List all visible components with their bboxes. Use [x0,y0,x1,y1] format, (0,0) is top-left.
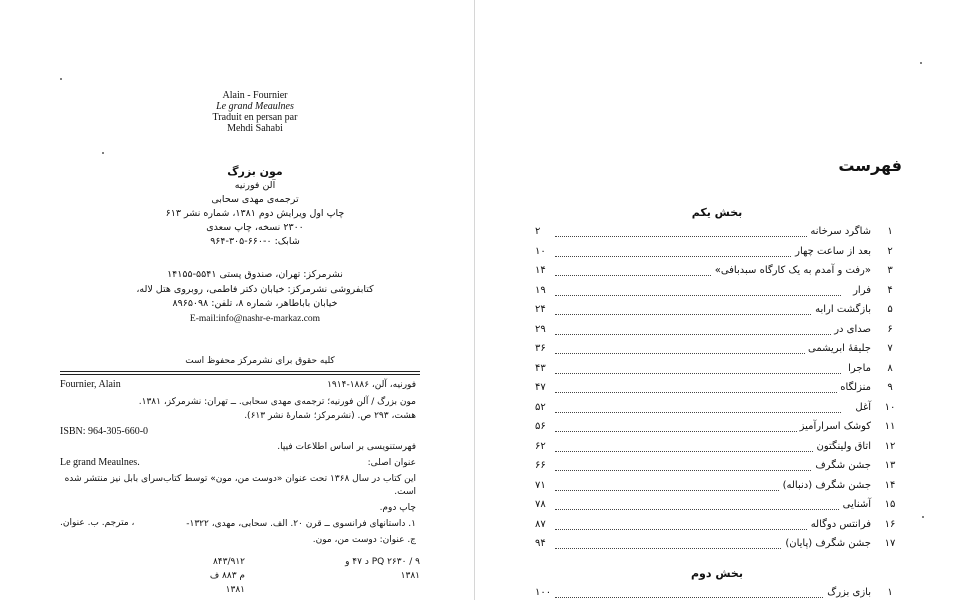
divider [60,371,420,372]
email: E-mail:info@nashr-e-markaz.com [189,313,321,324]
catalog-subjects-end: ، مترجم. ب. عنوان. [60,518,135,528]
page-number: ۸۷ [535,519,549,530]
dot-leader [555,353,841,354]
divider [60,374,420,375]
chapter-number: ۲ [887,245,893,257]
dot-leader [555,314,841,315]
dot-leader [555,509,841,510]
chapter-title: منزلگاه [837,382,871,393]
toc-entry[interactable] [535,283,893,303]
latin-translator: Mehdi Sahabi [227,123,283,134]
page-number: ۴۷ [535,382,549,393]
page-number: ۱۰ [535,246,549,257]
chapter-title: فرار [850,285,871,296]
print-run: ۲۳۰۰ نسخه، چاپ سعدی [206,222,304,233]
toc-entry[interactable] [535,380,893,400]
page-number: ۵۲ [535,402,549,413]
dot-leader [555,392,841,393]
copyright-page [0,0,475,600]
dot-leader [555,470,841,471]
catalog-author-fa: فورنیه، آلن، ۱۸۸۶-۱۹۱۴ [327,380,416,390]
address-line: نشرمرکز: تهران، صندوق پستی ۵۵۴۱-۱۴۱۵۵ [167,269,343,280]
chapter-title: صدای در [831,324,871,335]
call-number-dewey [205,555,245,597]
page-number: ۲۴ [535,304,549,315]
catalog-subjects: ج. عنوان: دوست من، مون. [312,535,416,545]
chapter-number: ۱۰ [884,401,896,413]
call-line: ۱۳۸۱ [225,585,245,595]
toc-list [535,224,896,556]
latin-translated-by: Traduit en persan par [212,112,298,123]
catalog-subjects: ۱. داستانهای فرانسوی ــ قرن ۲۰. الف. سحابی، مهدی، ۱۳۲۲- [186,519,416,529]
chapter-title: کوشک اسرارآمیز [797,421,871,432]
page-number: ۹۴ [535,538,549,549]
chapter-title: اتاق ولینگتون [813,441,871,452]
chapter-title: جشن شگرف (دنباله) [780,480,871,491]
toc-entry[interactable] [535,536,896,556]
speck [920,62,922,64]
chapter-title: آغل [852,402,871,413]
chapter-number: ۵ [887,304,893,315]
catalog-description: هشت، ۲۹۳ ص. (نشرمرکز؛ شمارهٔ نشر ۶۱۳). [244,411,416,421]
page-number: ۶۶ [535,460,549,471]
call-number-lc [330,555,420,583]
address-block [90,268,420,326]
catalog-original-title: Le grand Meaulnes. [60,457,140,468]
latin-credits [150,90,360,134]
chapter-title: آشنایی [840,499,871,510]
dot-leader [555,295,841,296]
toc-entry[interactable] [535,361,893,381]
page-number: ۷۸ [535,499,549,510]
catalog-description: مون بزرگ / آلن فورنیه؛ ترجمه‌ی مهدی سحابی. ــ تهران: نشرمرکز، ۱۳۸۱. [138,397,416,407]
chapter-number: ۱۴ [884,479,896,491]
toc-entry[interactable] [535,341,893,361]
toc-entry[interactable] [535,517,896,537]
page-number: ۲۹ [535,324,549,335]
latin-title: Le grand Meaulnes [216,101,294,112]
chapter-number: ۱۲ [884,440,896,452]
translator: ترجمه‌ی مهدی سحابی [211,194,299,205]
page-number: ۱۰۰ [535,587,554,598]
chapter-number: ۱ [887,587,893,598]
page-number: ۷۱ [535,480,549,491]
chapter-number: ۸ [887,362,893,374]
chapter-number: ۱۵ [884,499,896,510]
speck [922,516,924,518]
chapter-title: بعد از ساعت چهار [792,246,871,257]
page-number: ۶۲ [535,441,549,452]
edition: چاپ اول ویرایش دوم ۱۳۸۱، شماره نشر ۶۱۳ [165,208,345,219]
latin-author: Alain - Fournier [222,90,288,101]
toc-entry[interactable] [535,585,893,600]
page-number: ۴۳ [535,363,549,374]
part-heading: بخش یکم [691,206,743,219]
dot-leader [555,373,841,374]
address-line: کتابفروشی نشرمرکز: خیابان دکتر فاطمی، روبروی هتل لاله، [136,283,374,295]
page-number: ۳۶ [535,343,549,354]
chapter-number: ۱۶ [884,518,896,530]
chapter-title: بازگشت ارابه [812,304,871,315]
chapter-title: بازی بزرگ [824,587,871,598]
chapter-number: ۱۱ [884,421,896,432]
chapter-number: ۷ [887,343,893,354]
catalog-note: این کتاب در سال ۱۳۶۸ تحت عنوان «دوست من، مون» توسط کتاب‌سرای بابل نیز منتشر شده است. [64,474,416,497]
part-heading: بخش دوم [691,567,743,580]
chapter-title: شاگرد سرخانه [807,226,871,237]
dot-leader [555,412,841,413]
catalog-author-latin: Fournier, Alain [60,379,121,390]
toc-entry[interactable] [535,302,893,322]
catalog-original-title-label: عنوان اصلی: [367,458,416,468]
chapter-title: جلیقهٔ ابریشمی [805,343,871,354]
chapter-number: ۱۷ [884,538,896,549]
page-number: ۵۶ [535,421,549,432]
chapter-title: فرانتس دوگاله [808,519,871,530]
toc-entry[interactable] [535,497,896,517]
speck [60,78,62,80]
toc-entry[interactable] [535,439,896,459]
dot-leader [555,334,841,335]
toc-entry[interactable] [535,322,893,342]
call-line: ۱۳۸۱ [400,571,420,581]
chapter-number: ۳ [887,265,893,276]
catalog-second-edition: چاپ دوم. [379,503,416,513]
chapter-title: «رفت و آمدم به یک کارگاه سبدبافی» [712,265,871,276]
call-line: PQ ۲۶۳۰ / ۹ د ۴۷ و [345,557,420,567]
chapter-title: جشن شگرف [812,460,871,471]
chapter-title: ماجرا [845,363,871,374]
call-line: م ۸۸۳ ف [209,571,245,581]
page-number: ۲ [535,226,543,237]
chapter-number: ۶ [887,323,893,335]
toc-entry[interactable] [535,244,893,264]
dot-leader [555,236,841,237]
dot-leader [555,597,841,598]
toc-title: فهرست [838,156,902,175]
speck [102,152,104,154]
author: آلن فورنیه [234,180,276,191]
chapter-number: ۱ [887,226,893,237]
chapter-title: جشن شگرف (پایان) [782,538,871,549]
catalog-fipa: فهرستنویسی بر اساس اطلاعات فیپا. [277,442,416,452]
toc-page [475,0,967,600]
toc-entry[interactable] [535,263,893,283]
page-number: ۱۹ [535,285,549,296]
call-line: ۸۴۳/۹۱۲ [212,557,245,567]
address-line: خیابان باباطاهر، شماره ۸، تلفن: ۸۹۶۵۰۹۸ [172,298,338,309]
dot-leader [555,451,841,452]
isbn-fa: شابک: ۰-۶۶۰-۳۰۵-۹۶۴ [210,236,300,247]
rights-notice: کلیه حقوق برای نشرمرکز محفوظ است [185,356,335,366]
page-number: ۱۴ [535,265,549,276]
toc-entry[interactable] [535,458,896,478]
toc-entry[interactable] [535,224,893,244]
toc-entry[interactable] [535,478,896,498]
catalog-isbn: ISBN: 964-305-660-0 [60,426,149,437]
toc-entry[interactable] [535,400,896,420]
chapter-number: ۱۳ [884,460,896,471]
chapter-number: ۴ [887,284,893,296]
toc-entry[interactable] [535,419,896,439]
book-title: مون بزرگ [227,165,283,178]
chapter-number: ۹ [887,382,893,393]
toc-list [535,585,893,600]
publication-block [90,165,420,249]
dot-leader [555,529,841,530]
